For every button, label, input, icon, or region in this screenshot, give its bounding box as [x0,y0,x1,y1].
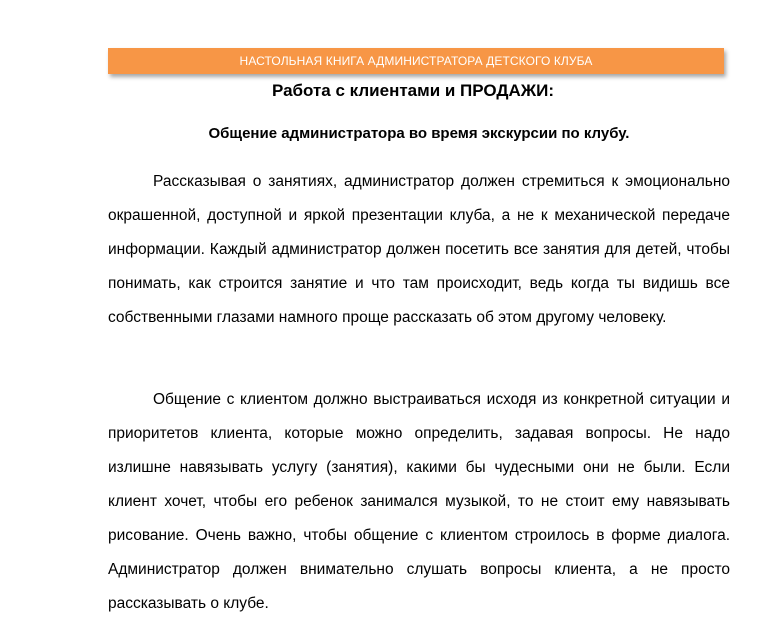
body-paragraph-1: Рассказывая о занятиях, администратор должен стремиться к эмоционально окрашенной, доступной и яркой презентации клуба, а не к механической передаче информации. Каждый администратор должен посетить все занятия для детей, чтобы понимать, как строится занятие и что там происходит, ведь когда ты видишь все собственными глазами намного проще рассказать об этом другому человеку. [108,173,730,326]
header-banner [108,48,724,74]
page-title: Работа с клиентами и ПРОДАЖИ: [271,81,555,100]
body-paragraph-2: Общение с клиентом должно выстраиваться исходя из конкретной ситуации и приоритетов клиента, которые можно определить, задавая вопросы. Не надо излишне навязывать услугу (занятия), какими бы чудесными они не были. Если клиент хочет, чтобы его ребенок занимался музыкой, то не стоит ему навязывать рисование. Очень важно, чтобы общение с клиентом строилось в форме диалога. Администратор должен внимательно слушать вопросы клиента, а не просто рассказывать о клубе. [108,391,730,612]
header-banner-text: НАСТОЛЬНАЯ КНИГА АДМИНИСТРАТОРА ДЕТСКОГО КЛУБА [239,54,593,68]
section-subtitle: Общение администратора во время экскурсии по клубу. [208,125,630,142]
